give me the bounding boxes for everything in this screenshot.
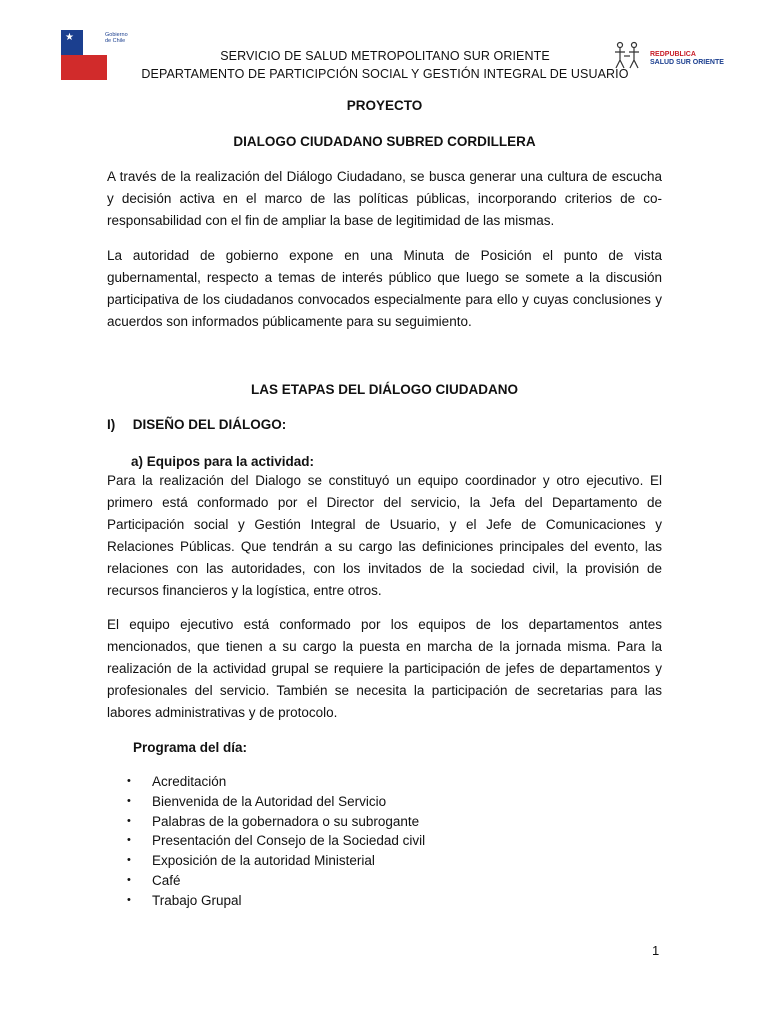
list-item-text: Presentación del Consejo de la Sociedad civil [152, 833, 426, 849]
list-item [127, 812, 425, 832]
header-line-2: DEPARTAMENTO DE PARTICIPCIÓN SOCIAL Y GESTIÓN INTEGRAL DE USUARIO [141, 67, 629, 81]
section-heading-etapas: LAS ETAPAS DEL DIÁLOGO CIUDADANO [250, 382, 518, 397]
paragraph-equipo-coordinador: Para la realización del Dialogo se constituyó un equipo coordinador y otro ejecutivo. El primero está conformado por el Director del servicio, la Jefa del Departamento de Participación social y Gestión Integral de Usuario, y el Jefe de Comunicaciones y Relaciones Públicas. Que tendrán a su cargo las definiciones principales del evento, las relaciones con las autoridades, con los invitados de la sociedad civil, la provisión de recursos financieros y la logística, entre otros. [107, 473, 662, 598]
list-item [127, 871, 425, 891]
bullet-icon: • [127, 873, 131, 886]
bullet-icon: • [127, 893, 131, 906]
list-item [127, 851, 425, 871]
section-title: DISEÑO DEL DIÁLOGO: [132, 417, 287, 432]
list-item [127, 772, 425, 792]
red-publica-figures-icon [612, 40, 652, 74]
paragraph-autoridad: La autoridad de gobierno expone en una Minuta de Posición el punto de vista gubernamental, respecto a temas de interés público que luego se somete a la discusión participativa de los ciudadanos convocados especialmente para ello y cuyas conclusiones y acuerdos son informados públicamente para su seguimiento. [107, 248, 662, 329]
paragraph-intro: A través de la realización del Diálogo Ciudadano, se busca generar una cultura de escucha y decisión activa en el marco de las políticas públicas, incorporando criterios de co-responsabilidad con el fin de ampliar la base de legitimidad de las mismas. [107, 169, 662, 228]
page-number: 1 [652, 943, 660, 958]
section-number: I) [107, 417, 116, 432]
list-item-text: Café [152, 872, 181, 888]
red-logo-line-2: SALUD SUR ORIENTE [650, 59, 724, 66]
bullet-icon: • [127, 794, 131, 807]
red-publica-logo [612, 40, 724, 74]
document-header [120, 47, 650, 83]
list-item [127, 792, 425, 812]
list-item-text: Acreditación [152, 774, 227, 789]
gob-logo-text-2: de Chile [105, 38, 126, 44]
list-item-text: Bienvenida de la Autoridad del Servicio [152, 793, 387, 809]
programa-heading: Programa del día: [133, 740, 248, 755]
bullet-icon: • [127, 775, 131, 787]
list-item-text: Trabajo Grupal [152, 892, 242, 908]
document-heading-title: DIALOGO CIUDADANO SUBRED CORDILLERA [233, 134, 536, 149]
section-heading-diseno [107, 417, 286, 432]
red-logo-line-1: REDPUBLICA [650, 51, 696, 58]
list-item [127, 831, 425, 851]
list-item-text: Palabras de la gobernadora o su subrogante [152, 813, 420, 829]
bullet-icon: • [127, 854, 131, 867]
list-item-text: Exposición de la autoridad Ministerial [152, 853, 375, 869]
star-icon: ★ [65, 32, 74, 43]
header-line-1: SERVICIO DE SALUD METROPOLITANO SUR ORIENTE [220, 49, 550, 63]
gobierno-de-chile-logo [61, 30, 128, 80]
programa-list [127, 772, 425, 911]
subsection-heading-equipos: a) Equipos para la actividad: [131, 454, 315, 469]
paragraph-equipo-ejecutivo: El equipo ejecutivo está conformado por los equipos de los departamentos antes mencionados, que tienen a su cargo la puesta en marcha de la jornada misma. Para la realización de la actividad grupal se requiere la participación de jefes de departamentos y profesionales del servicio. También se necesita la participación de secretarias para las labores administrativas y de protocolo. [107, 617, 662, 720]
gob-logo-text-1: Gobierno [105, 32, 128, 38]
list-item [127, 891, 425, 911]
bullet-icon: • [127, 834, 131, 847]
document-heading-proyecto: PROYECTO [346, 98, 423, 113]
bullet-icon: • [127, 814, 131, 827]
